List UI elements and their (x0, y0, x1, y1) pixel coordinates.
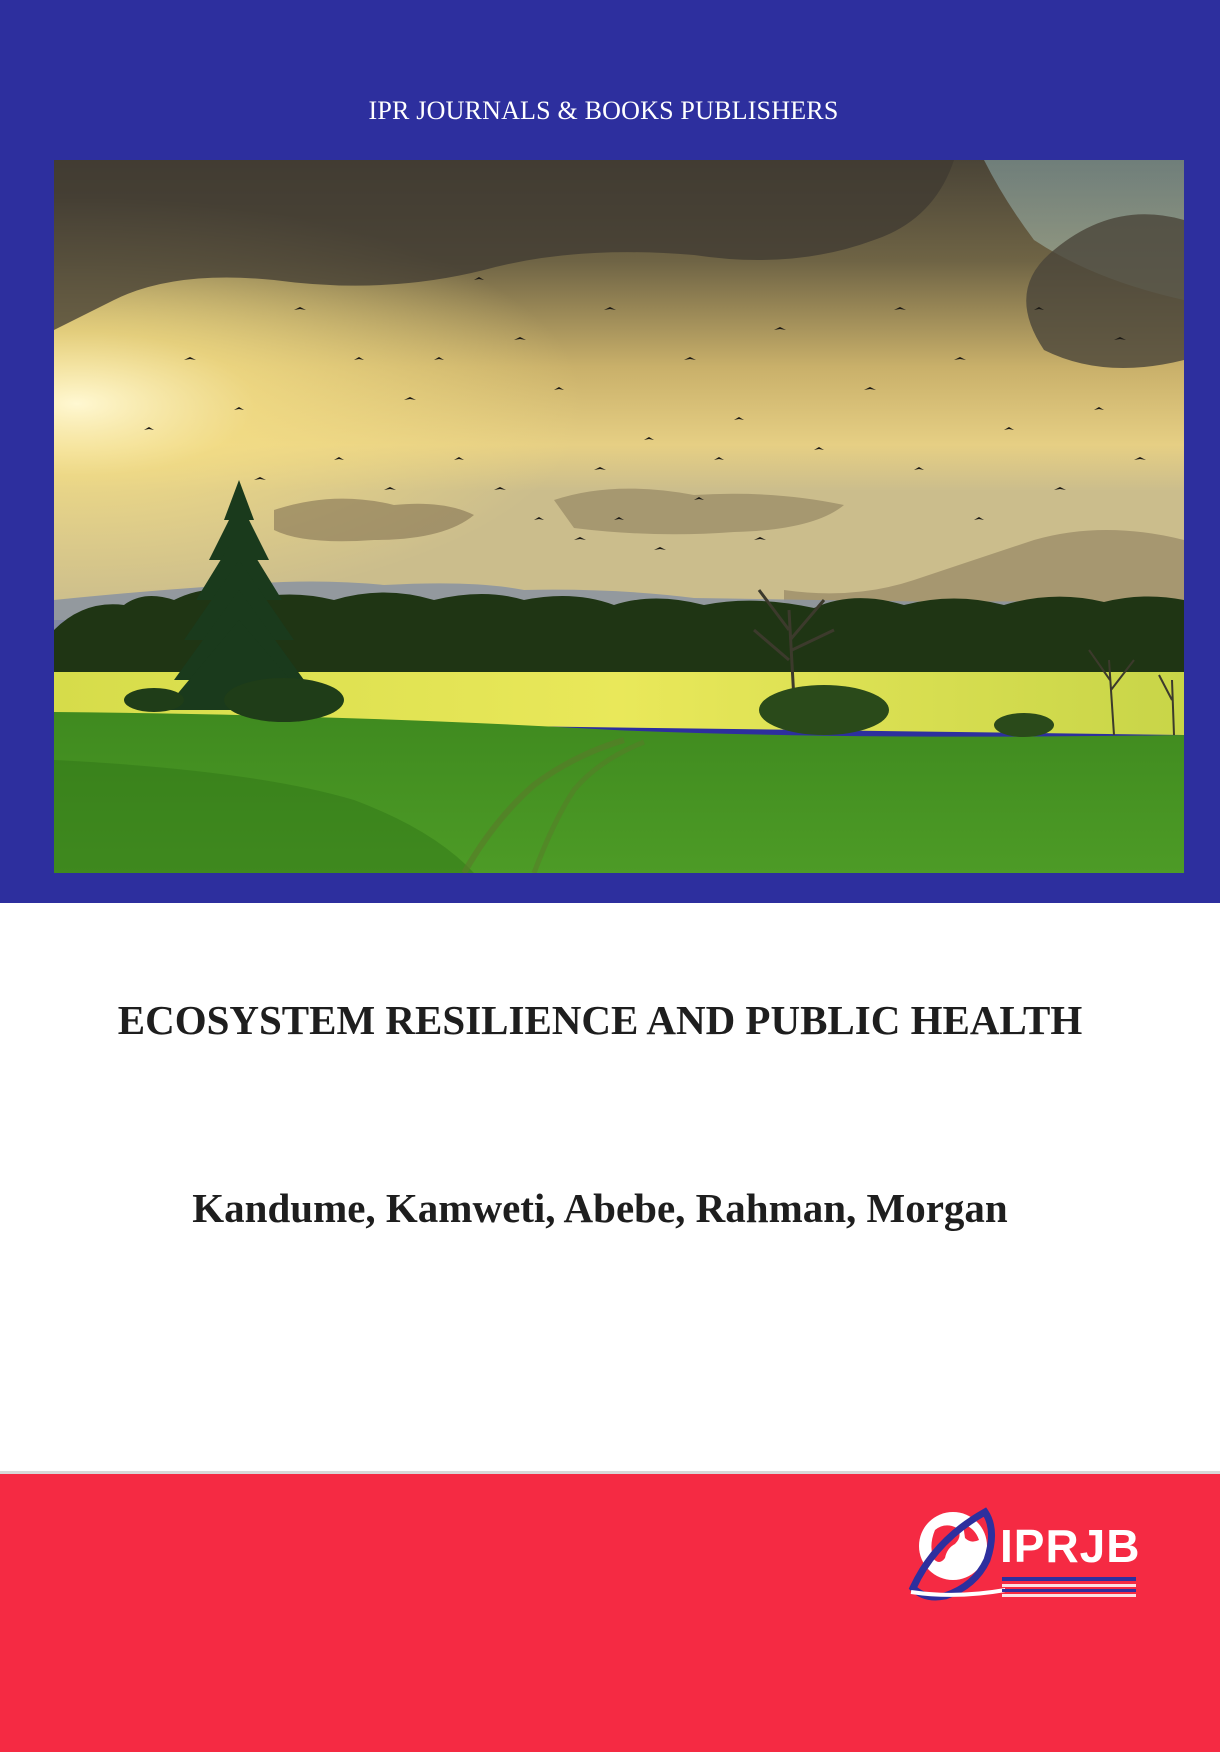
cover-photo (54, 160, 1184, 873)
logo-text: IPRJB (1000, 1520, 1141, 1572)
publisher-name: IPR JOURNALS & BOOKS PUBLISHERS (368, 96, 839, 125)
logo-stripes (1002, 1576, 1136, 1598)
book-authors: Kandume, Kamweti, Abebe, Rahman, Morgan (192, 1185, 1008, 1231)
iprjb-logo (905, 1500, 1141, 1612)
book-title: ECOSYSTEM RESILIENCE AND PUBLIC HEALTH (117, 997, 1083, 1043)
globe-icon (905, 1500, 1005, 1612)
